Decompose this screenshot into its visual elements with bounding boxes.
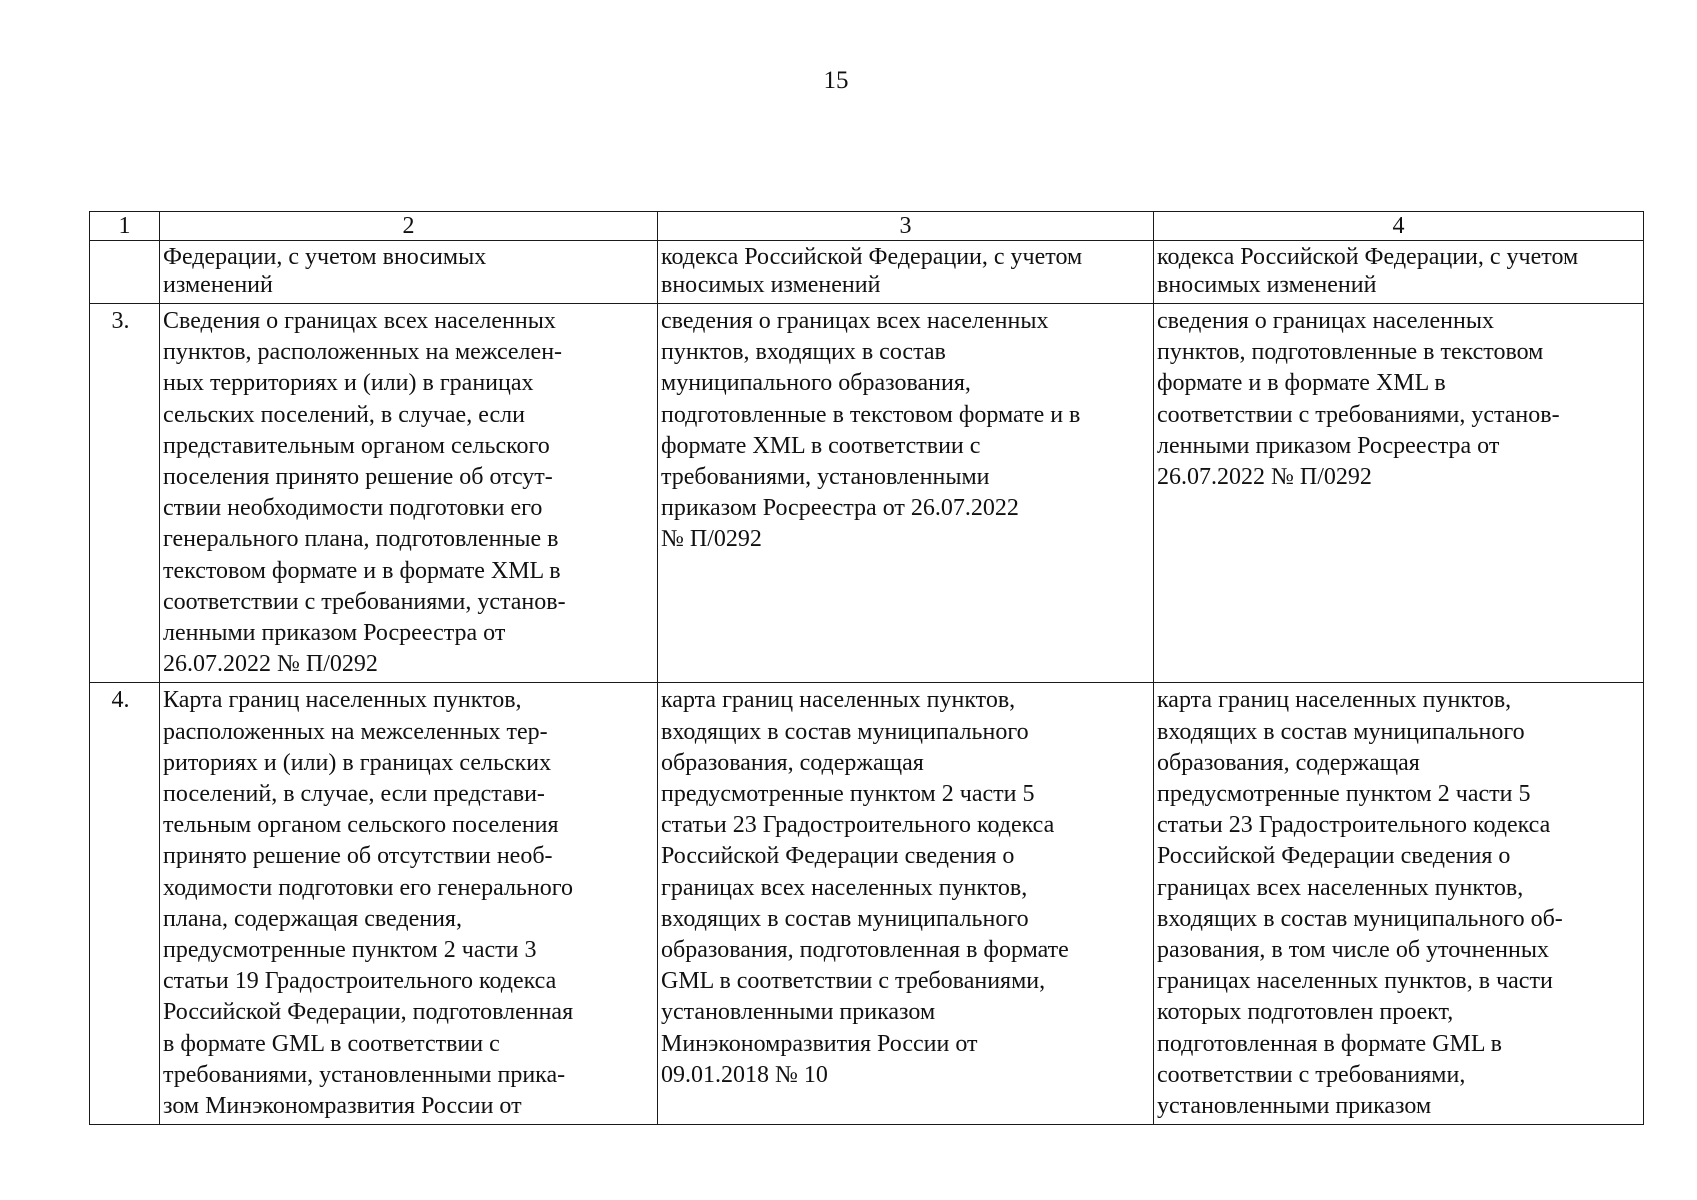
continuation-cell-col4: кодекса Российской Федерации, с учетом вносимых изменений [1154,241,1644,304]
column-number-row [90,212,1644,241]
row-3-col2-cell: Сведения о границах всех населенных пунктов, расположенных на межселен- ных территориях и (или) в границах сельских поселений, в случае, если представительным органом сельского поселения принято решение об отсут- ствии необходимости подготовки его генерального плана, подготовленные в текстовом формате и в формате XML в соответствии с требованиями, установ- ленными приказом Росреестра от 26.07.2022 № П/0292 [160,304,658,683]
table-row-3 [90,304,1644,683]
column-number-2: 2 [160,212,658,241]
column-number-1: 1 [90,212,160,241]
row-3-col4-cell: сведения о границах населенных пунктов, подготовленные в текстовом формате и в формате XML в соответствии с требованиями, установ- ленными приказом Росреестра от 26.07.2022 № П/0292 [1154,304,1644,683]
row-3-col3-cell: сведения о границах всех населенных пунктов, входящих в состав муниципального образования, подготовленные в текстовом формате и в формате XML в соответствии с требованиями, установленными приказом Росреестра от 26.07.2022 № П/0292 [658,304,1154,683]
continuation-cell-col2: Федерации, с учетом вносимых изменений [160,241,658,304]
row-number-cell: 4. [90,683,160,1125]
column-number-4: 4 [1154,212,1644,241]
table-row-4 [90,683,1644,1125]
continuation-num-cell [90,241,160,304]
document-table [89,211,1644,1125]
row-4-col3-cell: карта границ населенных пунктов, входящих в состав муниципального образования, содержащая предусмотренные пунктом 2 части 5 статьи 23 Градостроительного кодекса Российской Федерации сведения о границах всех населенных пунктов, входящих в состав муниципального образования, подготовленная в формате GML в соответствии с требованиями, установленными приказом Минэкономразвития России от 09.01.2018 № 10 [658,683,1154,1125]
row-number-cell: 3. [90,304,160,683]
column-number-3: 3 [658,212,1154,241]
row-4-col2-cell: Карта границ населенных пунктов, расположенных на межселенных тер- риториях и (или) в границах сельских поселений, в случае, если представи- тельным органом сельского поселения принято решение об отсутствии необ- ходимости подготовки его генерального плана, содержащая сведения, предусмотренные пунктом 2 части 3 статьи 19 Градостроительного кодекса Российской Федерации, подготовленная в формате GML в соответствии с требованиями, установленными прика- зом Минэкономразвития России от [160,683,658,1125]
page-number: 15 [823,67,849,94]
row-4-col4-cell: карта границ населенных пунктов, входящих в состав муниципального образования, содержащая предусмотренные пунктом 2 части 5 статьи 23 Градостроительного кодекса Российской Федерации сведения о границах всех населенных пунктов, входящих в состав муниципального об- разования, в том числе об уточненных границах населенных пунктов, в части которых подготовлен проект, подготовленная в формате GML в соответствии с требованиями, установленными приказом [1154,683,1644,1125]
continuation-row [90,241,1644,304]
continuation-cell-col3: кодекса Российской Федерации, с учетом вносимых изменений [658,241,1154,304]
